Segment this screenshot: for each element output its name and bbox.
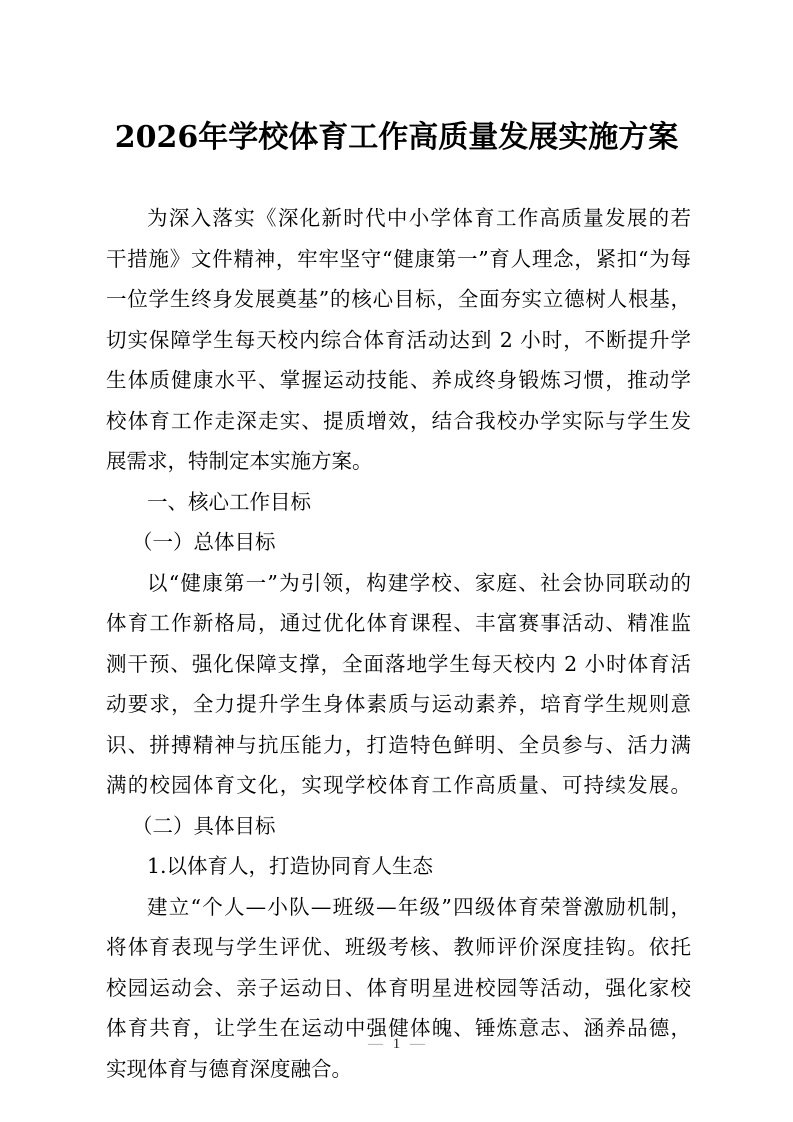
paragraph-overall-goal-line: 测干预、强化保障支撑，全面落地学生每天校内 2 小时体育活 bbox=[106, 651, 691, 676]
paragraph-item-1-line: 将体育表现与学生评优、班级考核、教师评价深度挂钩。依托 bbox=[106, 935, 691, 959]
paragraph-intro-line: 为深入落实《深化新时代中小学体育工作高质量发展的若 bbox=[147, 206, 691, 230]
paragraph-intro-line: 干措施》文件精神，牢牢坚守“健康第一”育人理念，紧扣“为每 bbox=[106, 246, 691, 271]
document-body bbox=[106, 198, 691, 1089]
page-number-dash-right: — bbox=[410, 1036, 425, 1052]
page-number-dash-left: — bbox=[368, 1036, 383, 1052]
page-number: 1 bbox=[392, 1036, 401, 1052]
paragraph-overall-goal-line: 以“健康第一”为引领，构建学校、家庭、社会协同联动的 bbox=[147, 570, 691, 595]
item-heading-1: 1.以体育人，打造协同育人生态 bbox=[147, 854, 434, 878]
page-footer bbox=[0, 1036, 793, 1053]
paragraph-intro-line: 校体育工作走深走实、提质增效，结合我校办学实际与学生发 bbox=[106, 408, 691, 433]
paragraph-overall-goal-line: 满的校园体育文化，实现学校体育工作高质量、可持续发展。 bbox=[106, 773, 691, 797]
paragraph-intro-line: 展需求，特制定本实施方案。 bbox=[106, 449, 373, 473]
paragraph-item-1-line: 体育共育，让学生在运动中强健体魄、锤炼意志、涵养品德， bbox=[106, 1016, 691, 1040]
paragraph-overall-goal-line: 体育工作新格局，通过优化体育课程、丰富赛事活动、精准监 bbox=[106, 611, 691, 635]
document-title: 2026年学校体育工作高质量发展实施方案 bbox=[114, 120, 679, 155]
subsection-heading-specific-goals: （二）具体目标 bbox=[132, 813, 276, 838]
paragraph-item-1-line: 校园运动会、亲子运动日、体育明星进校园等活动，强化家校 bbox=[106, 975, 691, 1000]
subsection-heading-overall-goal: （一）总体目标 bbox=[132, 530, 276, 554]
paragraph-item-1-line: 实现体育与德育深度融合。 bbox=[106, 1056, 352, 1081]
paragraph-intro-line: 切实保障学生每天校内综合体育活动达到 2 小时，不断提升学 bbox=[106, 327, 691, 352]
paragraph-overall-goal-line: 动要求，全力提升学生身体素质与运动素养，培育学生规则意 bbox=[106, 692, 691, 716]
section-heading-1: 一、核心工作目标 bbox=[147, 489, 311, 514]
paragraph-intro-line: 一位学生终身发展奠基”的核心目标，全面夯实立德树人根基， bbox=[106, 287, 691, 311]
paragraph-item-1-line: 建立“个人—小队—班级—年级”四级体育荣誉激励机制， bbox=[147, 894, 691, 919]
paragraph-overall-goal-line: 识、拼搏精神与抗压能力，打造特色鲜明、全员参与、活力满 bbox=[106, 732, 691, 757]
paragraph-intro-line: 生体质健康水平、掌握运动技能、养成终身锻炼习惯，推动学 bbox=[106, 368, 691, 392]
